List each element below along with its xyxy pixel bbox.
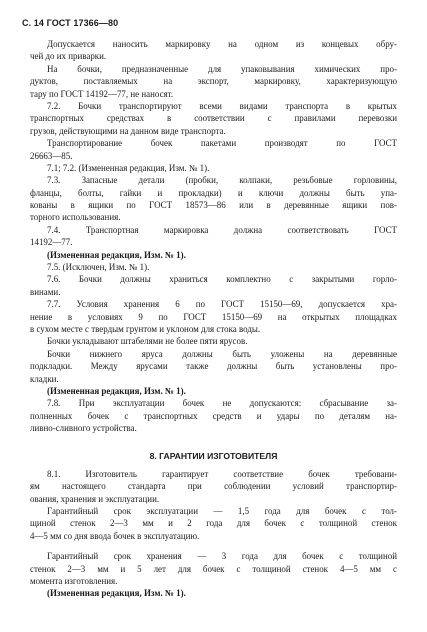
text-line: тару по ГОСТ 14192—77, не наносят.	[30, 88, 174, 99]
text-line: кладки.	[30, 373, 59, 384]
text-line: в сухом месте с твердым грунтом и уклоном для стока воды.	[30, 323, 261, 334]
text-line: момента изготовления.	[30, 576, 118, 587]
text-line: фланцы, болты, гайки и прокладки) и ключи должны быть упа-	[30, 187, 397, 198]
text-line: 7.3. Запасные детали (пробки, колпаки, резьбовые горловины,	[47, 175, 397, 186]
text-line: Транспортирование бочек пакетами производят по ГОСТ	[47, 138, 397, 149]
text-line: полненных бочек с транспортных средств и удары по деталям на-	[30, 410, 397, 421]
text-line: Бочки укладывают штабелями не более пяти ярусов.	[47, 336, 248, 347]
text-line: 7.8. При эксплуатации бочек не допускаются: сбрасывание за-	[47, 398, 397, 409]
text-line: 7.2. Бочки транспортируют всеми видами транспорта в крытых	[47, 100, 397, 111]
amendment-note: (Измененная редакция, Изм. № 1).	[47, 588, 186, 599]
text-line: Бочки нижнего яруса должны быть уложены на деревянные	[47, 348, 397, 359]
text-line: ям настоящего стандарта при соблюдении условий транспортир-	[30, 481, 397, 492]
text-line: 7.7. Условия хранения 6 по ГОСТ 15150—69, допускается хра-	[47, 299, 397, 310]
text-line: 7.1; 7.2. (Измененная редакция, Изм. № 1).	[47, 162, 210, 173]
text-line: 7.4. Транспортная маркировка должна соответствовать ГОСТ	[47, 224, 397, 235]
text-line: ования, хранения и эксплуатации.	[30, 493, 160, 504]
text-line: 26663—85.	[30, 150, 73, 161]
text-line: чей до их приварки.	[30, 51, 107, 62]
amendment-note: (Измененная редакция, Изм. № 1).	[47, 249, 186, 260]
text-line: транспортных средствах в соответствии с правилами перевозки	[30, 113, 397, 124]
text-line: 7.6. Бочки должны храниться комплектно с закрытыми горло-	[47, 274, 397, 285]
text-line: Гарантийный срок хранения — 3 года для бочек с толщиной	[47, 551, 397, 562]
text-line: стенок 2—3 мм и 5 лет для бочек с толщиной стенок 4—5 мм с	[30, 563, 397, 574]
text-line: грузов, действующими на данном виде транспорта.	[30, 125, 226, 136]
text-line: подкладки. Между ярусами также должны быть установлены про-	[30, 361, 397, 372]
body-text	[30, 38, 397, 600]
text-line: винами.	[30, 286, 61, 297]
text-line: Гарантийный срок эксплуатации — 1,5 года для бочек с тол-	[47, 506, 397, 517]
amendment-note: (Измененная редакция, Изм. № 1).	[47, 385, 186, 396]
text-line: ливно-сливного устройства.	[30, 423, 137, 434]
text-line: Допускается наносить маркировку на одном из концевых обру-	[47, 39, 397, 49]
text-line: нение в условиях 9 по ГОСТ 15150—69 на открытых площадках	[30, 311, 397, 322]
text-line: щиной стенок 2—3 мм и 2 года для бочек с толщиной стенок	[30, 518, 397, 529]
text-line: кованы в ящики по ГОСТ 18573—86 или в деревянные ящики пов-	[30, 200, 397, 211]
text-line: дуктов, поставляемых на экспорт, маркировку, характеризующую	[30, 76, 397, 87]
page-header: С. 14 ГОСТ 17366—80	[22, 18, 119, 28]
text-line: На бочки, предназначенные для упаковывания химических про-	[47, 63, 397, 74]
text-line: 8.1. Изготовитель гарантирует соответствие бочек требовани-	[47, 468, 397, 479]
text-line: 4—5 мм со дня ввода бочек в эксплуатацию.	[30, 530, 200, 541]
text-line: торного использования.	[30, 212, 121, 223]
text-line: 14192—77.	[30, 237, 73, 248]
section-heading: 8. ГАРАНТИИ ИЗГОТОВИТЕЛЯ	[149, 450, 278, 461]
text-line: 7.5. (Исключен, Изм. № 1).	[47, 262, 150, 273]
